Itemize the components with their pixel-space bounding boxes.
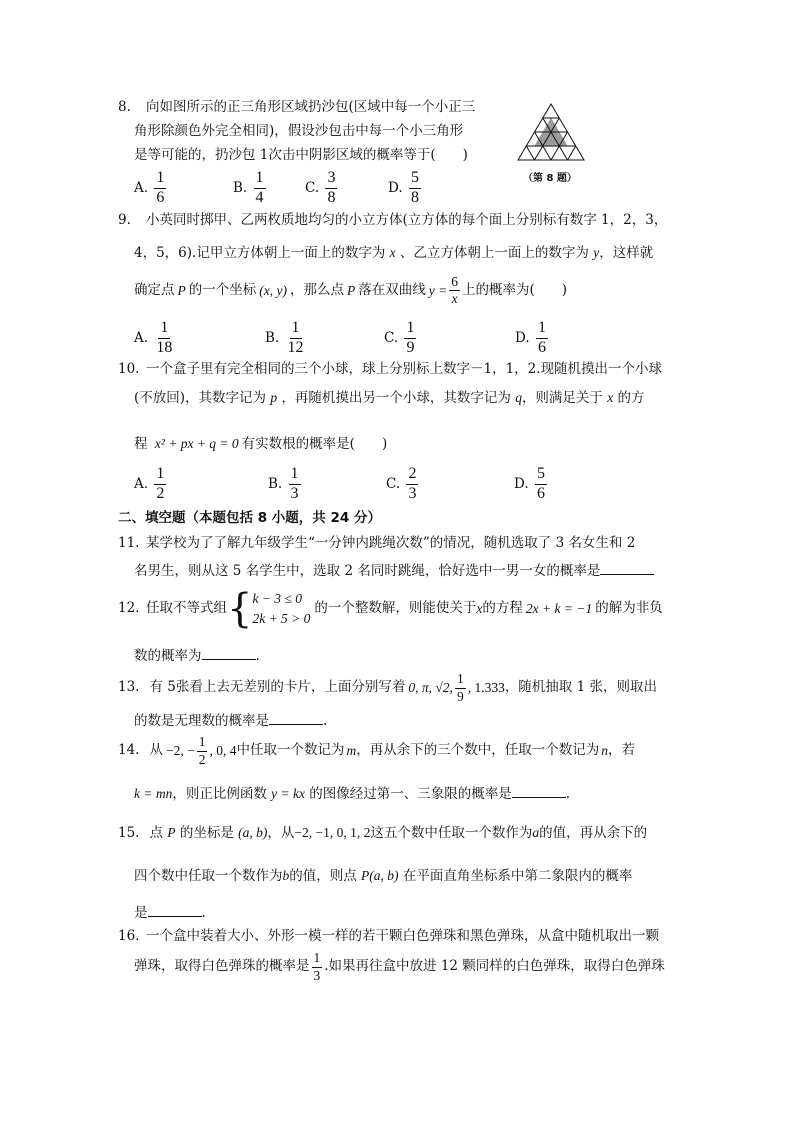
triangle-grid xyxy=(518,104,584,160)
math-expr: (a, b) xyxy=(238,825,268,840)
fraction-denominator: x xyxy=(451,291,458,307)
text: 有实数根的概率是( ) xyxy=(241,436,388,452)
option-d xyxy=(388,170,423,207)
option-a xyxy=(134,466,168,503)
math-var: P xyxy=(177,282,186,298)
text: 4，5，6).记甲立方体朝上一面上的数字为 xyxy=(134,245,386,261)
fraction-denominator: 3 xyxy=(408,484,417,502)
fraction-denominator: 18 xyxy=(156,338,173,356)
question-text: 一个盒中装着大小、外形一模一样的若干颗白色弹珠和黑色弹珠，从盒中随机取出一颗 xyxy=(146,928,659,944)
answer-blank[interactable] xyxy=(269,712,323,725)
option-c xyxy=(386,466,420,503)
question-text-line xyxy=(118,673,657,703)
fraction-denominator: 9 xyxy=(406,338,415,356)
question-text: 某学校为了了解九年级学生“一分钟内跳绳次数”的情况，随机选取了 3 名女生和 2 xyxy=(146,535,636,551)
fraction-numerator: 1 xyxy=(312,951,323,967)
math-var: n xyxy=(601,743,608,759)
option-b xyxy=(268,466,303,503)
text: 的数是无理数的概率是 xyxy=(134,713,269,729)
text: (不放回)，其数字记为 xyxy=(134,390,267,406)
text: 确定点 xyxy=(134,281,175,298)
text: 的图像经过第一、三象限的概率是 xyxy=(309,786,512,802)
fraction-denominator: 3 xyxy=(290,484,299,502)
fraction-denominator: 9 xyxy=(456,688,464,704)
fraction-numerator: 5 xyxy=(535,466,547,485)
math-var: x xyxy=(607,390,614,405)
option-label: B. xyxy=(268,475,283,492)
question-text-line xyxy=(118,736,635,766)
math-var: x xyxy=(476,601,483,617)
text: 上的概率为( ) xyxy=(461,281,568,298)
math-expr: P(a, b) xyxy=(361,868,399,883)
text: ，这样就 xyxy=(599,245,654,261)
text: 、乙立方体朝上一面上的数字为 xyxy=(399,245,589,261)
question-text-line: k = mn，则正比例函数 y = kx 的图像经过第一、三象限的概率是 . xyxy=(134,786,571,802)
math-var: P xyxy=(346,282,356,298)
fraction-denominator: 6 xyxy=(537,338,546,356)
text: 弹珠，取得白色弹珠的概率是 xyxy=(134,958,310,975)
math-expr: (x, y) xyxy=(259,282,287,298)
question-text-line xyxy=(134,562,654,579)
triangle-figure xyxy=(517,103,585,161)
question-text-line xyxy=(146,587,663,631)
option-label: C. xyxy=(386,475,401,492)
answer-blank[interactable] xyxy=(512,785,566,798)
question-text-line: 的数是无理数的概率是 . xyxy=(134,713,328,729)
inequality: 2k + 5 > 0 xyxy=(252,611,311,626)
question-text-line xyxy=(134,246,653,261)
math-var: p xyxy=(270,390,278,405)
math-var: y xyxy=(593,245,600,260)
fraction-numerator: 6 xyxy=(449,275,460,291)
option-label: A. xyxy=(134,179,149,196)
fraction-numerator: 1 xyxy=(158,320,170,339)
question-number: 9. xyxy=(118,212,131,228)
math-var: a xyxy=(532,825,540,840)
text: ，再随机摸出另一个小球，其数字记为 xyxy=(281,390,511,406)
question-text-line xyxy=(134,869,632,884)
question-number: 8. xyxy=(118,99,131,115)
text: 中任取一个数记为 xyxy=(236,742,345,759)
fraction-numerator: 1 xyxy=(404,320,416,339)
fraction-numerator: 1 xyxy=(197,735,208,751)
question-text: 向如图所示的正三角形区域扔沙包(区域中每一个小正三 xyxy=(146,99,476,115)
option-label: A. xyxy=(134,475,149,492)
math-list: 0, π, √2, xyxy=(408,680,453,696)
fraction-denominator: 8 xyxy=(410,188,419,206)
fraction-numerator: 1 xyxy=(536,320,548,339)
fraction-denominator: 2 xyxy=(156,484,165,502)
question-number: 16. xyxy=(118,928,140,944)
fraction-denominator: 2 xyxy=(198,751,206,767)
text: 的一个整数解，则能使关于 xyxy=(314,600,477,617)
fraction-denominator: 8 xyxy=(327,188,336,206)
question-number: 11. xyxy=(118,535,140,551)
question-number: 15. xyxy=(118,825,140,841)
math-list: , 1.333 xyxy=(467,680,505,696)
fraction-denominator: 12 xyxy=(287,338,304,356)
option-a xyxy=(134,320,176,357)
math-var: P xyxy=(167,825,176,840)
text: 四个数中任取一个数作为 xyxy=(134,868,283,884)
option-label: A. xyxy=(134,329,149,346)
text: 在平面直角坐标系中第二象限内的概率 xyxy=(402,868,633,884)
fraction-denominator: 3 xyxy=(313,967,321,983)
question-text: 一个盒子里有完全相同的三个小球，球上分别标上数字－1，1，2.现随机摸出一个小球 xyxy=(146,361,663,377)
option-label: B. xyxy=(265,329,280,346)
math-equation: x² + px + q = 0 xyxy=(154,436,239,451)
text: ，则正比例函数 xyxy=(172,786,267,802)
math-var: b xyxy=(282,868,290,883)
option-d xyxy=(514,466,549,503)
text: ，那么点 xyxy=(289,281,344,298)
math-equation: k = mn xyxy=(134,786,173,801)
question-text-line xyxy=(118,826,647,841)
option-label: C. xyxy=(384,329,399,346)
math-list: −2, − xyxy=(165,743,195,759)
text: ，随机抽取 1 张，则取出 xyxy=(504,679,657,696)
question-text-line xyxy=(134,437,387,452)
fraction-denominator: 6 xyxy=(156,188,165,206)
question-number: 12. xyxy=(118,600,140,616)
text: 这五个数中任取一个数作为 xyxy=(370,825,533,841)
text: 落在双曲线 xyxy=(358,281,426,298)
inequality: k − 3 ≤ 0 xyxy=(252,591,302,607)
option-label: D. xyxy=(515,329,530,346)
question-number: 13. xyxy=(118,679,140,696)
text: 任取不等式组 xyxy=(146,600,227,617)
text: ，从 xyxy=(267,825,295,841)
option-b xyxy=(265,320,308,357)
text: ，若 xyxy=(607,742,635,759)
text: .如果再往盒中放进 12 颗同样的白色弹珠，取得白色弹珠 xyxy=(324,958,665,975)
text: 数的概率为 xyxy=(134,648,202,664)
answer-blank[interactable] xyxy=(148,904,202,917)
text: 从 xyxy=(149,742,163,759)
text: 点 xyxy=(149,825,163,841)
fraction-numerator: 1 xyxy=(154,170,166,189)
section-heading: 二、填空题（本题包括 8 小题，共 24 分） xyxy=(118,510,381,526)
fraction-numerator: 1 xyxy=(289,466,301,485)
option-c xyxy=(384,320,418,357)
text: ，再从余下的三个数中，任取一个数记为 xyxy=(356,742,600,759)
fraction-denominator: 6 xyxy=(536,484,545,502)
text: 的解为非负 xyxy=(595,600,663,617)
fraction-numerator: 1 xyxy=(254,170,266,189)
option-c xyxy=(305,170,339,207)
text: 的值，再从余下的 xyxy=(539,825,648,841)
math-list: , 0, 4 xyxy=(209,743,237,759)
fraction-numerator: 2 xyxy=(406,466,418,485)
question-text: 小英同时掷甲、乙两枚质地均匀的小立方体(立方体的每个面上分别标有数字 1，2，3， xyxy=(146,212,668,228)
inequality-system xyxy=(252,589,310,628)
answer-blank[interactable] xyxy=(202,647,256,660)
math-var: q xyxy=(515,390,522,405)
question-text-line xyxy=(134,950,665,984)
math-var: m xyxy=(346,743,357,759)
question-text-line xyxy=(134,391,645,406)
text: 的一个坐标 xyxy=(188,281,257,298)
math-var: x xyxy=(389,245,396,260)
text: 有 5张看上去无差别的卡片，上面分别写着 xyxy=(149,679,406,696)
option-label: B. xyxy=(233,179,248,196)
fraction-numerator: 1 xyxy=(290,320,302,339)
figure-caption: （第 8 题） xyxy=(523,173,577,184)
option-b xyxy=(233,170,268,207)
question-text: 是等可能的，扔沙包 1次击中阴影区域的概率等于( ) xyxy=(134,147,468,163)
question-number: 10. xyxy=(118,361,140,377)
question-text: 角形除颜色外完全相同)，假设沙包击中每一个小三角形 xyxy=(134,123,464,139)
text: 程 xyxy=(134,436,148,452)
text: ，则满足关于 xyxy=(521,390,603,406)
option-label: D. xyxy=(514,475,529,492)
fraction-numerator: 1 xyxy=(154,466,166,485)
option-d xyxy=(515,320,550,357)
text: 的方程 xyxy=(482,600,523,617)
text: 的坐标是 xyxy=(179,825,234,841)
text: 的方 xyxy=(617,390,645,406)
fraction-numerator: 5 xyxy=(409,170,421,189)
question-text-line xyxy=(134,275,567,306)
brace-icon: { xyxy=(227,586,253,632)
fraction-numerator: 1 xyxy=(455,672,466,688)
question-text-line: 是 . xyxy=(134,905,206,921)
option-label: C. xyxy=(305,179,320,196)
math-equation: 2x + k = −1 xyxy=(525,601,593,617)
question-number: 14. xyxy=(118,742,140,759)
answer-blank[interactable] xyxy=(600,562,654,575)
option-label: D. xyxy=(388,179,403,196)
question-text-line: 数的概率为 . xyxy=(134,648,260,664)
fraction-denominator: 4 xyxy=(255,188,264,206)
math-equation: y = kx xyxy=(271,786,305,801)
math-list: −2, −1, 0, 1, 2 xyxy=(294,825,371,840)
option-a xyxy=(134,170,168,207)
text: 是 xyxy=(134,905,148,921)
fraction-numerator: 3 xyxy=(325,170,337,189)
text: 名男生，则从这 5 名学生中，选取 2 名同时跳绳，恰好选中一男一女的概率是 xyxy=(134,563,601,579)
text: 的值，则点 xyxy=(289,868,357,884)
math-expr: y = xyxy=(428,282,448,298)
